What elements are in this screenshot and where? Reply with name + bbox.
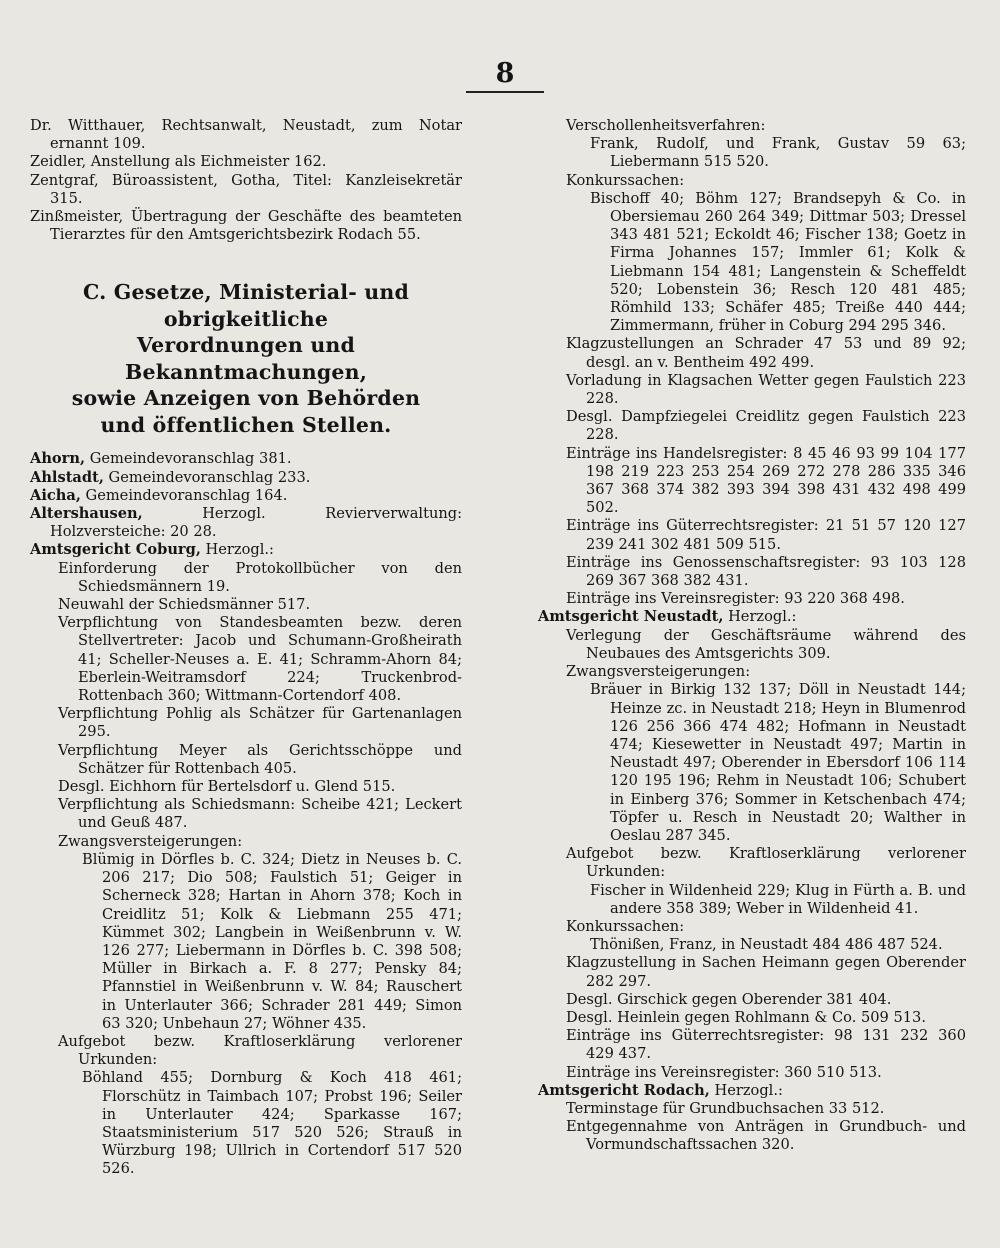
entry-text: Klagzustellung in Sachen Heimann gegen Oberender 282 297. xyxy=(566,954,966,990)
index-entry xyxy=(538,681,966,845)
right-entries xyxy=(538,117,966,1155)
index-entry xyxy=(538,627,966,663)
page-number: 8 xyxy=(495,58,515,89)
entry-text: Frank, Rudolf, und Frank, Gustav 59 63; Liebermann 515 520. xyxy=(590,135,966,171)
entry-text: Gemeindevoranschlag 233. xyxy=(103,468,311,486)
index-entry xyxy=(30,487,462,505)
index-entry xyxy=(538,335,966,371)
index-entry xyxy=(538,663,966,681)
index-entry xyxy=(538,445,966,518)
entry-text: Blümig in Dörfles b. C. 324; Dietz in Neuses b. C. 206 217; Dio 508; Faulstich 51; Geiger in Scherneck 328; Hartan in Ahorn 378; Koch in Creidlitz 51; Kolk & Liebmann 255 471; Kümmet 302; Langbein in Weißenbrunn v. W. 126 277; Liebermann in Dörfles b. C. 398 508; Müller in Birkach a. F. 8 277; Pensky 84; Pfannstiel in Weißenbrunn v. W. 84; Rauschert in Unterlauter 366; Schrader 281 449; Simon 63 320; Unbehaun 27; Wöhner 435. xyxy=(82,850,462,1032)
entry-text: Zwangsversteigerungen: xyxy=(58,832,243,850)
entry-text: Desgl. Girschick gegen Oberender 381 404. xyxy=(566,990,892,1008)
entry-text: Aufgebot bezw. Kraftloserklärung verlorener Urkunden: xyxy=(58,1032,462,1069)
entry-text: Vorladung in Klagsachen Wetter gegen Faulstich 223 228. xyxy=(566,371,966,408)
entry-text: Desgl. Heinlein gegen Rohlmann & Co. 509 513. xyxy=(566,1008,926,1026)
index-entry xyxy=(30,469,462,487)
index-entry xyxy=(30,596,462,614)
entry-heading: Aicha, xyxy=(30,486,81,504)
index-entry xyxy=(538,590,966,608)
entry-text: Herzogl. Revierverwaltung: Holzversteiche: 20 28. xyxy=(50,505,462,541)
entry-text: Verpflichtung von Standesbeamten bezw. deren Stellvertreter: Jacob und Schumann-Großheirath 41; Scheller-Neuses a. E. 41; Schramm-Ahorn 84; Eberlein-Weitramsdorf 224; Truckenbrod-Rottenbach 360; Wittmann-Cortendorf 408. xyxy=(58,614,462,705)
index-entry xyxy=(30,450,462,468)
entry-text: Gemeindevoranschlag 164. xyxy=(80,486,288,504)
left-main-entries xyxy=(30,450,462,1178)
entry-text: Fischer in Wildenheid 229; Klug in Fürth a. B. und andere 358 389; Weber in Wildenheid 41. xyxy=(590,881,966,917)
index-entry xyxy=(30,705,462,741)
entry-heading: Ahorn, xyxy=(30,450,86,468)
entry-text: Klagzustellungen an Schrader 47 53 und 89 92; desgl. an v. Bentheim 492 499. xyxy=(566,335,966,371)
entry-text: Böhland 455; Dornburg & Koch 418 461; Florschütz in Taimbach 107; Probst 196; Seiler in Unterlauter 424; Sparkasse 167; Staatsministerium 517 520 526; Strauß in Würzburg 198; Ullrich in Cortendorf 517 520 526. xyxy=(82,1069,462,1178)
index-entry xyxy=(30,1069,462,1178)
entry-text: Neuwahl der Schiedsmänner 517. xyxy=(58,596,311,614)
left-column xyxy=(30,117,462,1179)
entry-heading: Amtsgericht Coburg, xyxy=(30,541,201,559)
entry-heading: Altershausen, xyxy=(30,505,143,523)
entry-text: Einträge ins Handelsregister: 8 45 46 93 99 104 177 198 219 223 253 254 269 272 278 286 335 346 367 368 374 382 393 394 398 431 432 498 499 502. xyxy=(566,444,966,517)
entry-text: Verlegung der Geschäftsräume während des Neubaues des Amtsgerichts 309. xyxy=(566,626,966,662)
entry-text: Zentgraf, Büroassistent, Gotha, Titel: Kanzleisekretär 315. xyxy=(30,171,462,207)
entry-text: Einträge ins Güterrechtsregister: 21 51 57 120 127 239 241 302 481 509 515. xyxy=(566,517,966,553)
entry-text: Dr. Witthauer, Rechtsanwalt, Neustadt, zum Notar ernannt 109. xyxy=(30,117,462,153)
entry-heading: Amtsgericht Rodach, xyxy=(538,1081,710,1099)
entry-text: Einträge ins Genossenschaftsregister: 93 103 128 269 367 368 382 431. xyxy=(566,553,966,590)
entry-text: Desgl. Dampfziegelei Creidlitz gegen Faulstich 223 228. xyxy=(566,408,966,444)
entry-text: Entgegennahme von Anträgen in Grundbuch- und Vormundschaftssachen 320. xyxy=(566,1118,966,1154)
index-entry xyxy=(30,851,462,1033)
entry-text: Terminstage für Grundbuchsachen 33 512. xyxy=(566,1099,885,1117)
index-entry xyxy=(30,796,462,832)
index-entry xyxy=(30,833,462,851)
entry-text: Einträge ins Vereinsregister: 360 510 513. xyxy=(566,1063,882,1081)
index-entry xyxy=(30,505,462,541)
section-heading-c xyxy=(30,279,462,438)
index-entry xyxy=(30,778,462,796)
index-entry xyxy=(538,1118,966,1154)
entry-text: Herzogl.: xyxy=(709,1081,783,1099)
index-entry xyxy=(538,554,966,590)
entry-heading: Ahlstadt, xyxy=(30,468,104,486)
entry-text: Zeidler, Anstellung als Eichmeister 162. xyxy=(30,153,327,171)
entry-text: Herzogl.: xyxy=(723,608,797,626)
index-entry xyxy=(538,1027,966,1063)
index-entry xyxy=(538,517,966,553)
section-heading-line: und öffentlichen Stellen. xyxy=(100,412,392,437)
page-number-rule xyxy=(466,91,544,93)
index-entry xyxy=(30,172,462,208)
entry-text: Einträge ins Vereinsregister: 93 220 368 498. xyxy=(566,590,905,608)
index-entry xyxy=(538,608,966,626)
entry-text: Gemeindevoranschlag 381. xyxy=(85,450,292,468)
index-entry xyxy=(30,560,462,596)
entry-text: Konkurssachen: xyxy=(566,917,685,935)
index-entry xyxy=(538,1100,966,1118)
index-entry xyxy=(538,918,966,936)
entry-text: Einforderung der Protokollbücher von den Schiedsmännern 19. xyxy=(58,559,462,595)
entry-text: Thönißen, Franz, in Neustadt 484 486 487 524. xyxy=(590,936,943,954)
index-entry xyxy=(30,208,462,244)
entry-text: Zinßmeister, Übertragung der Geschäfte des beamteten Tierarztes für den Amtsgerichtsbezirk Rodach 55. xyxy=(30,208,462,244)
index-entry xyxy=(538,372,966,408)
index-entry xyxy=(30,742,462,778)
entry-text: Einträge ins Güterrechtsregister: 98 131 232 360 429 437. xyxy=(566,1027,966,1063)
index-entry xyxy=(538,172,966,190)
section-heading-line: C. Gesetze, Ministerial- und obrigkeitliche xyxy=(82,280,410,331)
index-entry xyxy=(538,190,966,336)
entry-text: Zwangsversteigerungen: xyxy=(566,663,751,681)
section-heading-line: sowie Anzeigen von Behörden xyxy=(71,386,421,411)
entry-text: Verschollenheitsverfahren: xyxy=(566,117,766,134)
index-entry xyxy=(30,153,462,171)
index-entry xyxy=(538,135,966,171)
entry-text: Herzogl.: xyxy=(200,541,274,559)
entry-text: Konkurssachen: xyxy=(566,171,685,189)
index-entry xyxy=(538,845,966,881)
right-column xyxy=(538,117,966,1155)
entry-text: Bräuer in Birkig 132 137; Döll in Neustadt 144; Heinze zc. in Neustadt 218; Heyn in Blumenrod 126 256 366 474 482; Hofmann in Neustadt 474; Kiesewetter in Neustadt 497; Martin in Neustadt 497; Oberender in Ebersdorf 106 114 120 195 196; Rehm in Neustadt 106; Schubert in Einberg 376; Sommer in Ketschenbach 474; Töpfer u. Resch in Neustadt 20; Walther in Oeslau 287 345. xyxy=(590,681,966,844)
entry-heading: Amtsgericht Neustadt, xyxy=(538,608,724,626)
index-entry xyxy=(538,936,966,954)
entry-text: Verpflichtung Meyer als Gerichtsschöppe und Schätzer für Rottenbach 405. xyxy=(58,741,462,777)
index-entry xyxy=(538,1009,966,1027)
index-entry xyxy=(538,882,966,918)
index-entry xyxy=(538,954,966,990)
entry-text: Verpflichtung als Schiedsmann: Scheibe 421; Leckert und Geuß 487. xyxy=(58,796,462,832)
index-entry xyxy=(538,991,966,1009)
index-entry xyxy=(30,541,462,559)
index-entry xyxy=(30,117,462,153)
entry-text: Aufgebot bezw. Kraftloserklärung verlorener Urkunden: xyxy=(566,845,966,881)
section-heading-line: Verordnungen und Bekanntmachungen, xyxy=(124,333,368,384)
entry-text: Bischoff 40; Böhm 127; Brandsepyh & Co. in Obersiemau 260 264 349; Dittmar 503; Dressel 343 481 521; Eckoldt 46; Fischer 138; Goetz in Firma Johannes 157; Immler 61; Kolk & Liebmann 154 481; Langenstein & Scheffeldt 520; Lobenstein 36; Resch 120 481 485; Römhild 133; Schäfer 485; Treiße 440 444; Zimmermann, früher in Coburg 294 295 346. xyxy=(590,189,966,335)
index-entry xyxy=(30,614,462,705)
entry-text: Verpflichtung Pohlig als Schätzer für Gartenanlagen 295. xyxy=(58,705,462,741)
index-entry xyxy=(538,408,966,444)
index-entry xyxy=(538,117,966,135)
index-entry xyxy=(538,1082,966,1100)
left-pre-entries xyxy=(30,117,462,244)
index-entry xyxy=(538,1064,966,1082)
entry-text: Desgl. Eichhorn für Bertelsdorf u. Glend 515. xyxy=(58,778,396,796)
index-entry xyxy=(30,1033,462,1069)
